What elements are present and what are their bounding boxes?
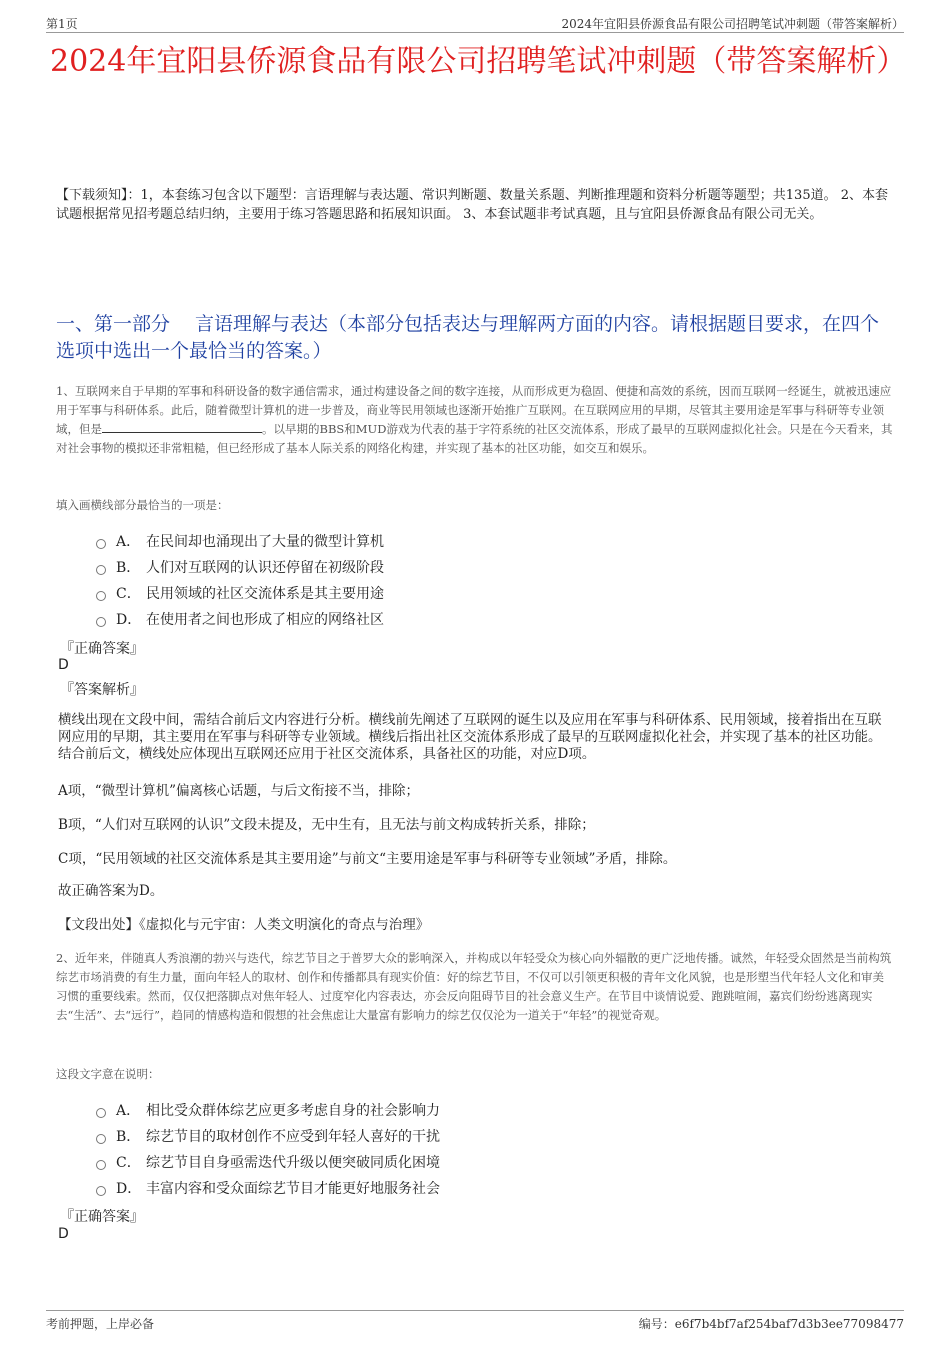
question-2-text: 2、近年来，伴随真人秀浪潮的勃兴与迭代，综艺节目之于普罗大众的影响深入，并构成以年轻受众为核心向外辐散的更广泛地传播。诚然，年轻受众固然是当前构筑综艺市场消费的有生力量，面向年轻人的取材、创作和传播都具有现实价值：好的综艺节目，不仅可以引领更积极的青年文化风貌，也是形塑当代年轻人文化和审美习惯的重要线索。然而，仅仅把落脚点对焦年轻人、过度窄化内容表达，亦会反向阻碍节目的社会意义生产。在节目中谈情说爱、跑跳喧闹，嘉宾们纷纷逃离现实去“生活”、去“远行”，趋同的情感构造和假想的社会焦虑让大量富有影响力的综艺仅仅沦为一道关于“年轻”的视觉奇观。 — [56, 951, 892, 1022]
correct-answer-value: D — [58, 657, 69, 673]
correct-answer-label: 『正确答案』 — [60, 641, 144, 657]
header-doc-title: 2024年宜阳县侨源食品有限公司招聘笔试冲刺题（带答案解析） — [561, 17, 904, 31]
option-d[interactable]: D． 在使用者之间也形成了相应的网络社区 — [96, 606, 384, 632]
question-1-options — [96, 528, 384, 632]
page-header — [46, 14, 904, 33]
option-c[interactable]: C． 民用领域的社区交流体系是其主要用途 — [96, 580, 384, 606]
option-b[interactable]: B． 人们对互联网的认识还停留在初级阶段 — [96, 554, 384, 580]
page-footer — [46, 1310, 904, 1331]
analysis-label: 『答案解析』 — [60, 682, 144, 698]
question-1-text — [56, 382, 894, 458]
option-c[interactable]: C． 综艺节目自身亟需迭代升级以便突破同质化困境 — [96, 1149, 440, 1175]
analysis-conclusion: 故正确答案为D。 — [58, 883, 164, 899]
radio-icon[interactable] — [96, 1160, 106, 1170]
option-b[interactable]: B． 综艺节目的取材创作不应受到年轻人喜好的干扰 — [96, 1123, 440, 1149]
analysis-paragraph: 横线出现在文段中间，需结合前后文内容进行分析。横线前先阐述了互联网的诞生以及应用在军事与科研体系、民用领域，接着指出在互联网应用的早期，其主要用在军事与科研等专业领域。横线后指出社区交流体系形成了最早的互联网虚拟化社会，并实现了基本的社区功能。结合前后文，横线处应体现出互联网还应用于社区交流体系，具备社区的功能，对应D项。 — [58, 712, 882, 762]
question-1-text-after: 。以早期的BBS和MUD游戏为代表的基于字符系统的社区交流体系，形成了最早的互联网虚拟化社会。只是在今天看来，其对社会事物的模拟还非常粗糙，但已经形成了基本人际关系的网络化构建，并实现了基本的社区功能，如交互和娱乐。 — [56, 422, 893, 455]
option-a[interactable]: A． 在民间却也涌现出了大量的微型计算机 — [96, 528, 384, 554]
radio-icon[interactable] — [96, 565, 106, 575]
radio-icon[interactable] — [96, 1186, 106, 1196]
question-2-prompt: 这段文字意在说明： — [56, 1067, 160, 1081]
document-title: 2024年宜阳县侨源食品有限公司招聘笔试冲刺题（带答案解析） — [50, 44, 907, 79]
correct-answer-value: D — [58, 1226, 69, 1242]
page-number: 第1页 — [46, 17, 78, 31]
analysis-option-a: A项，“微型计算机”偏离核心话题，与后文衔接不当，排除； — [58, 783, 420, 799]
footer-serial-number: 编号：e6f7b4bf7af254baf7d3b3ee77098477 — [638, 1317, 904, 1331]
fill-in-blank — [102, 421, 262, 433]
question-1-text-before: 1、互联网来自于早期的军事和科研设备的数字通信需求，通过构建设备之间的数字连接，从而形成更为稳固、便捷和高效的系统，因而互联网一经诞生，就被迅速应用于军事与科研体系。此后，随着微型计算机的进一步普及，商业等民用领域也逐渐开始推广互联网。在互联网应用的早期，尽管其主要用途是军事与科研等专业领域，但是 — [56, 384, 892, 436]
footer-slogan: 考前押题，上岸必备 — [46, 1317, 155, 1331]
question-1-prompt: 填入画横线部分最恰当的一项是： — [56, 498, 229, 512]
analysis-option-c: C项，“民用领域的社区交流体系是其主要用途”与前文“主要用途是军事与科研等专业领域”矛盾，排除。 — [58, 851, 677, 867]
radio-icon[interactable] — [96, 617, 106, 627]
source-citation: 【文段出处】《虚拟化与元宇宙：人类文明演化的奇点与治理》 — [58, 917, 430, 933]
radio-icon[interactable] — [96, 539, 106, 549]
question-2-options — [96, 1097, 440, 1201]
section-heading: 一、第一部分 言语理解与表达（本部分包括表达与理解两方面的内容。请根据题目要求，在四个选项中选出一个最恰当的答案。） — [56, 313, 880, 362]
radio-icon[interactable] — [96, 1108, 106, 1118]
option-d[interactable]: D． 丰富内容和受众面综艺节目才能更好地服务社会 — [96, 1175, 440, 1201]
radio-icon[interactable] — [96, 591, 106, 601]
correct-answer-label: 『正确答案』 — [60, 1209, 144, 1225]
analysis-option-b: B项，“人们对互联网的认识”文段未提及，无中生有，且无法与前文构成转折关系，排除； — [58, 817, 595, 833]
download-notice: 【下载须知】：1，本套练习包含以下题型：言语理解与表达题、常识判断题、数量关系题、判断推理题和资料分析题等题型；共135道。 2、本套试题根据常见招考题总结归纳，主要用于练习答题思路和拓展知识面。 3、本套试题非考试真题，且与宜阳县侨源食品有限公司无关。 — [56, 188, 888, 222]
radio-icon[interactable] — [96, 1134, 106, 1144]
option-a[interactable]: A． 相比受众群体综艺应更多考虑自身的社会影响力 — [96, 1097, 440, 1123]
